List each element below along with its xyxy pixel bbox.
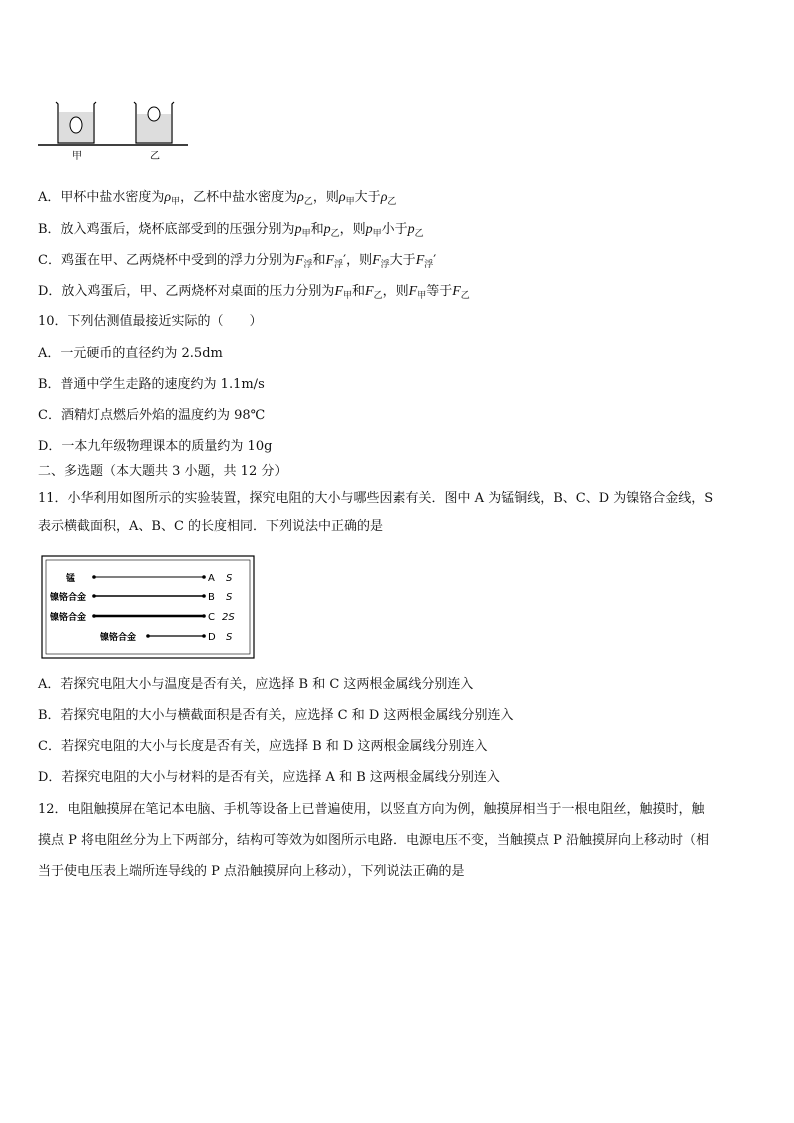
wire-letter-a: A xyxy=(208,573,215,584)
wire-material-b: 镍铬合金 xyxy=(50,593,87,603)
q10-option-d: D．一本九年级物理课本的质量约为 10g xyxy=(38,439,273,454)
label-yi: 乙 xyxy=(150,151,160,162)
beaker-figure xyxy=(36,98,196,164)
figure-frame-outer xyxy=(42,556,254,658)
q12-stem-line2: 摸点 P 将电阻丝分为上下两部分，结构可等效为如图所示电路．电源电压不变，当触摸点 P 沿触摸屏向上移动时（相 xyxy=(38,833,710,848)
wire-area-c: 2S xyxy=(222,612,235,623)
wire-material-d: 镍铬合金 xyxy=(100,633,137,643)
q12-stem-line1: 12．电阻触摸屏在笔记本电脑、手机等设备上已普遍使用，以竖直方向为例，触摸屏相当于一根电阻丝，触摸时，触 xyxy=(38,802,705,817)
wire-letter-d: D xyxy=(208,632,216,643)
q11-option-d: D．若探究电阻的大小与材料的是否有关，应选择 A 和 B 这两根金属线分别连入 xyxy=(38,770,500,785)
wire-material-a: 锰 xyxy=(66,574,76,584)
q11-option-b: B．若探究电阻的大小与横截面积是否有关，应选择 C 和 D 这两根金属线分别连入 xyxy=(38,708,514,723)
q11-stem-line2: 表示横截面积，A、B、C 的长度相同．下列说法中正确的是 xyxy=(38,519,384,534)
q9-option-a: A．甲杯中盐水密度为$\rho_甲$，乙杯中盐水密度为$\rho_乙$，则$\rho_甲$大于$\rho_乙$ xyxy=(38,190,397,207)
wire-area-d: S xyxy=(226,632,233,643)
q10-option-b: B．普通中学生走路的速度约为 1.1m/s xyxy=(38,377,265,392)
beaker-yi xyxy=(134,102,174,143)
q11-stem-line1: 11．小华利用如图所示的实验装置，探究电阻的大小与哪些因素有关．图中 A 为锰铜线，B、C、D 为镍铬合金线，S xyxy=(38,491,714,506)
beaker-jia xyxy=(56,102,96,143)
wire-figure xyxy=(40,554,256,660)
wire-area-b: S xyxy=(226,592,233,603)
q9-option-b: B．放入鸡蛋后，烧杯底部受到的压强分别为$p_甲$和$p_乙$，则$p_甲$小于$p_乙$ xyxy=(38,222,424,239)
q12-stem-line3: 当于使电压表上端所连导线的 P 点沿触摸屏向上移动），下列说法正确的是 xyxy=(38,864,465,879)
wire-material-c: 镍铬合金 xyxy=(50,613,87,623)
q11-option-c: C．若探究电阻的大小与长度是否有关，应选择 B 和 D 这两根金属线分别连入 xyxy=(38,739,488,754)
wire-letter-c: C xyxy=(208,612,215,623)
q9-option-d: D．放入鸡蛋后，甲、乙两烧杯对桌面的压力分别为$F_甲$和$F_乙$，则$F_甲$等于$F_乙$ xyxy=(38,284,470,301)
q10-option-a: A．一元硬币的直径约为 2.5dm xyxy=(38,346,223,361)
q11-option-a: A．若探究电阻大小与温度是否有关，应选择 B 和 C 这两根金属线分别连入 xyxy=(38,677,474,692)
label-jia: 甲 xyxy=(72,151,82,162)
q10-stem: 10．下列估测值最接近实际的（ ） xyxy=(38,314,263,329)
section-heading: 二、多选题（本大题共 3 小题，共 12 分） xyxy=(38,464,288,479)
egg-yi xyxy=(148,107,160,121)
figure-frame-inner xyxy=(46,560,250,654)
q10-option-c: C．酒精灯点燃后外焰的温度约为 98℃ xyxy=(38,408,266,423)
q9-option-c: C．鸡蛋在甲、乙两烧杯中受到的浮力分别为$F_浮$和$F_浮'$，则$F_浮$大于$F_浮'$ xyxy=(38,253,437,270)
wire-area-a: S xyxy=(226,573,233,584)
egg-jia xyxy=(70,117,82,133)
wire-letter-b: B xyxy=(208,592,215,603)
